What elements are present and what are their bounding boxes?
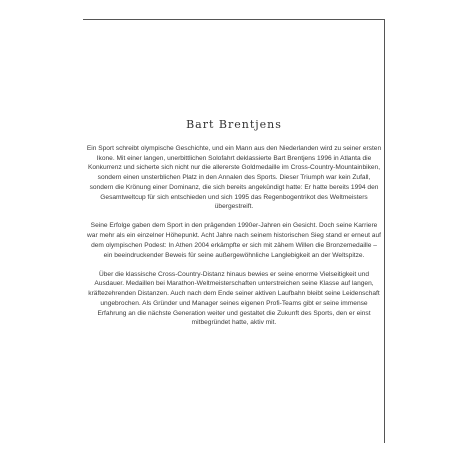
paragraph-2: Seine Erfolge gaben dem Sport in den prägenden 1990er-Jahren ein Gesicht. Doch seine Karriere war mehr als ein einzelner Höhepunkt. Acht Jahre nach seinem historischen Sieg stand er erneut auf dem olympischen Podest: In Athen 2004 erkämpfte er sich mit zähem Willen die Bronzemedaille – ein beeindruckender Beweis für seine außergewöhnliche Langlebigkeit an der Weltspitze.	[87, 222, 381, 259]
paragraph-3: Über die klassische Cross-Country-Distanz hinaus bewies er seine enorme Vielseitigkeit und Ausdauer. Medaillen bei Marathon-Weltmeisterschaften unterstreichen seine Klasse auf langen, kräftezehrenden Distanzen. Auch nach dem Ende seiner aktiven Laufbahn bleibt seine Leidenschaft ungebrochen. Als Gründer und Manager seines eigenen Profi-Teams gibt er seine immense Erfahrung an die nächste Generation weiter und gestaltet die Zukunft des Sports, den er einst mitbegründet hatte, aktiv mit.	[88, 270, 380, 327]
body-text	[86, 144, 382, 337]
page-title: Bart Brentjens	[186, 118, 282, 131]
top-border-line	[83, 19, 385, 20]
right-border-line	[384, 19, 385, 443]
paragraph-1: Ein Sport schreibt olympische Geschichte, und ein Mann aus den Niederlanden wird zu seiner ersten Ikone. Mit einer langen, unerbittlichen Solofahrt deklassierte Bart Brentjens 1996 in Atlanta die Konkurrenz und sicherte sich nicht nur die allererste Goldmedaille im Cross-Country-Mountainbiken, sondern einen unsterblichen Platz in den Annalen des Sports. Dieser Triumph war kein Zufall, sondern die Krönung einer Dominanz, die sich bereits angekündigt hatte: Er hatte bereits 1994 den Gesamtweltcup für sich entschieden und sich 1995 das Regenbogentrikot des Weltmeisters übergestreift.	[86, 145, 382, 211]
